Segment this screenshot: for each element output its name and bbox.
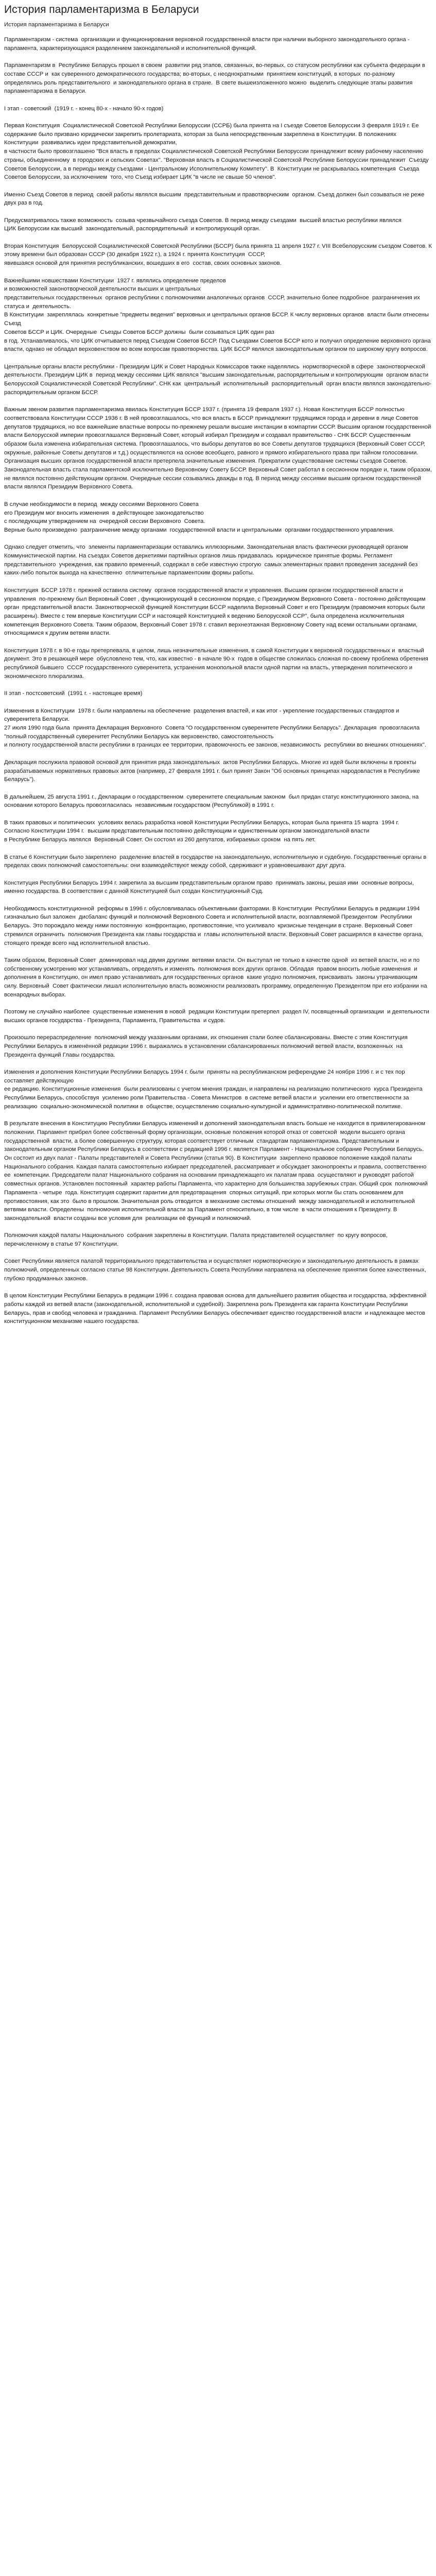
paragraph: Произошло перераспределение полномочий между указанными органами, их отношения стали более сбалансированы. Вместе с этим Конституция Республики Беларусь в изменённой редакции 1996 г. выражались в установлении сбалансированных полномочий ветвей власти, возложенных на Президента функций Главы государства.: [4, 1035, 409, 1058]
article-subtitle: История парламентаризма в Беларуси: [4, 22, 109, 28]
paragraph: В случае необходимости в период между сессиями Верховного Совета его Президиум мог вносить изменения в действующее законодательство с последующим утверждением на очередной сессии Верховного Совета. Верные было произведено разграничение между органами государственной власти и центральными органами государственного управления.: [4, 501, 394, 533]
article-title: История парламентаризма в Беларуси: [4, 4, 199, 15]
paragraph: В таких правовых и политических условиях велась разработка новой Конституции Республики Беларусь, которая была принята 15 марта 1994 г. Согласно Конституции 1994 г. высшим представительным постоянно действующим и единственным органом законодательной власти в Республике Беларусь являлся Верховный Совет. Он состоял из 260 депутатов, избираемых сроком на пять лет.: [4, 819, 399, 843]
paragraph: Парламентаризм в Республике Беларусь прошел в своем развитии ряд этапов, связанных, во-первых, со статусом республики как субъекта федерации в составе СССР и как суверенного демократического государства; во-вторых, с неоднократными принятием конституций, в которых по-разному определялись роль представительного и законодательного органа в стране. В свете вышеизложенного можно выделить следующие этапы развития парламентаризма в Беларуси.: [4, 62, 427, 95]
paragraph: Конституция Республики Беларусь 1994 г. закрепила за высшим представительным органом право принимать законы, решая ими основные вопросы, именно государства. В соответствии с данной Конституцией был создан Конституционный Суд.: [4, 879, 416, 895]
article: [0, 3, 436, 1326]
section-heading: I этап - советский (1919 г. - конец 80-х - начало 90-х годов): [4, 105, 164, 112]
paragraph: Предусматривалось также возможность созыва чрезвычайного съезда Советов. В период между съездами высшей властью республики являлся ЦИК Белоруссии как высший законодательный, распорядительный и контролирующий орган.: [4, 217, 402, 232]
paragraph: Совет Республики является палатой территориального представительства и осуществляет нормотворческую и законодательную деятельность в рамках полномочий, определенных согласно статье 98 Конституции. Деятельность Совета Республики направлена на обеспечение принятия более качественных, глубоко продуманных законов.: [4, 1258, 428, 1282]
article-body: [4, 36, 432, 1326]
paragraph: Таким образом, Верховный Совет доминировал над двумя другими ветвями власти. Он выступал не только в качестве одной из ветвей власти, но и по собственному усмотрению мог устанавливать, определять и изменять полномочия всех других органов. Обладая правом вносить любые изменения и дополнения в Конституцию, он имел право устанавливать для государственных органов какие угодно полномочия, присваивать законы утрачивающим силу. Верховный Совет фактически лишал исполнительную власть возможности реализовать программу, определенную Президентом при его избрании на всенародных выборах.: [4, 957, 429, 998]
paragraph: Конституция БССР 1978 г. прежней оставила систему органов государственной власти и управления. Высшим органом государственной власти и управления по-прежнему был Верховный Совет , функционирующий в сессионном порядке, с Президиумом Верховного Совета - постоянно действующим орган представительной власти. Законотворческой функцией Конституции БССР наделила Верховный Совет и его Президиум (правомочия которых были расширены). Вместе с тем впервые Конституции ССР и настоящей Конституцией к ведению Белорусской ССР", была определена исключительная компетенция Верховного Совета. Таким образом, Верховный Совет 1978 г. ставил верхнеэтажная Верховному Совету над всеми остальными органами, относящимися к другим ветвям власти.: [4, 587, 427, 637]
paragraph: В целом Конституции Республики Беларусь в редакции 1996 г. создана правовая основа для дальнейшего развития общества и государства, эффективной работы каждой из ветвей власти (законодательной, исполнительной и судебной). Закреплена роль Президента как гаранта Конституции Республики Беларусь, прав и свобод человека и гражданина. Парламент Республики Беларусь обеспечивает единство государственной власти и надлежащее местов конституционном механизме нашего государства.: [4, 1293, 428, 1325]
paragraph: В статье 6 Конституции было закреплено разделение властей в государстве на законодательную, исполнительную и судебную. Государственные органы в пределах своих полномочий самостоятельны: они взаимодействуют между собой, сдерживают и уравновешивают друг друга.: [4, 854, 428, 869]
paragraph: Центральные органы власти республики - Президиум ЦИК и Совет Народных Комиссаров также наделялись нормотворческой в сфере законотворческой деятельности. Президиум ЦИК в период между сессиями ЦИК являлся "высшим законодательным, распорядительным и контролирующим органом власти Белорусской Социалистической Советской Республики". СНК как центральный исполнительный распорядительный орган власти являлся законодательно-распорядительным органом БССР.: [4, 363, 432, 396]
paragraph: Вторая Конституция Белорусской Социалистической Советской Республики (БССР) была принята 11 апреля 1927 г. VIII Всебелорусским съездом Советов. К этому времени был образован СССР (30 декабря 1922 г.), а 1924 г. принята Конституция СССР, явившаяся основой для принятия республиканских, вошедших в его состав, своих основных законов.: [4, 243, 432, 267]
paragraph: Важным звеном развития парламентаризма явилась Конституция БССР 1937 г. (принята 19 февраля 1937 г.). Новая Конституция БССР полностью соответствовала Конституции СССР 1936 г. В ней провозглашалось, что вся власть в БССР принадлежит трудящимся города и деревни в лице Советов депутатов трудящихся, но все важнейшие властные вопросы по-прежнему решали высшие инстанции в компартии СССР. Высшим органом государственной власти Белорусской империи провозглашался Верховный Совет, который избирал Президиум и создавал правительство - СНК БССР. Существенным образом была изменена избирательная система. Провозглашалось, что выборы депутатов во все Советы депутатов трудящихся (Верховный Совет СССР, окружные, районные Советы депутатов и т.д.) осуществляются на основе всеобщего, равного и прямого избирательного права при тайном голосовании. Организация высших органов государственной власти претерпела значительные изменения. Прекратили существование системы съездов Советов. Законодательная власть стала парламентской исключительно Верховному Совету БССР. Верховный Совет работал в сессионном порядке и, таким образом, не являлся постоянно действующим органом. Очередные сессии созывались дважды в год. В период между сессиями высшим органом государственной власти являлся Президиум Верховного Совета.: [4, 406, 433, 490]
paragraph: Необходимость конституционной реформы в 1996 г. обусловливалась объективными факторами. В Конституции Республики Беларусь в редакции 1994 г.изначально был заложен дисбаланс функций и полномочий Верховного Совета и исполнительной власти, возглавляемой Президентом Республики Беларусь. Это порождало между ними постоянную конфронтацию, противостояние, что усиливало кризисные тенденции в стране. Верховный Совет стремился ограничить полномочия Президента как главы государства и главы исполнительной власти. Верховный Совет расширялся в качестве органа, стоящего прежде всего над исполнительной властью.: [4, 905, 425, 946]
paragraph: Именно Съезд Советов в период своей работы являлся высшим представительным и правотворческим органом. Съезд должен был созываться не реже двух раз в год.: [4, 191, 426, 207]
paragraph: В дальнейшем, 25 августа 1991 г., Декларации о государственном суверенитете специальным законом был придан статус конституционного закона, на основании которого Беларусь провозгласилась независимым государством (Республикой) в 1991 г.: [4, 793, 421, 809]
paragraph: Изменения и дополнения Конституции Республики Беларусь 1994 г. были приняты на республиканском референдуме 24 ноября 1996 г. и с тех пор составляет действующую ее редакцию. Конституционные изменения были реализованы с учетом мнения граждан, и направлены на реализацию политического курса Президента Республики Беларусь, способствуя усилению роли Правительства - Совета Министров в системе ветвей власти и усилении его ответственности за реализацию социально-экономической политики в обществе, осуществлению социально-культурной и административно-политической политике.: [4, 1069, 423, 1110]
paragraph: Важнейшими новшествами Конституции 1927 г. являлись определение пределов и возможностей законотворческой деятельности высших и центральных представительных государственных органов республики с полномочиями аналогичных органов СССР, значительно более подробное разграничения их статуса и деятельность. В Конституции закреплялась конкретные "предметы ведения" верховных и центральных органов БССР. К числу верховных органов власти были отнесены Съезд Советов БССР и ЦИК. Очередные Съезды Советов БССР должны были созываться ЦИК один раз в год. Устанавливалось, что ЦИК отчитывается перед Съездом Советов БССР. Под Съездами Советов БССР кото и получил определение верховного органа власти, однако не обладал верховенством во всем вопросам правотворчества. ЦИК БССР являлся законодательным органом по широкому кругу вопросов.: [4, 277, 431, 353]
paragraph: В результате внесения в Конституцию Республики Беларусь изменений и дополнений законодательная власть больше не находится в привилегированном положении. Парламент прибрел более собственный форму организации, основные положения которой отказ от советской модели высшего органа государственной власти, а более совершенную структуру, которая соответствует отличным стандартам парламентаризма. Представительным и законодательным органом Республики Беларусь в соответствии с редакцией 1996 г. является Парламент - Национальное собрание Республики Беларусь. Он состоит из двух палат - Палаты представителей и Совета Республики (статья 90). В Конституции закреплено правовое положение каждой палаты Национального собрания. Каждая палата самостоятельно избирает председателей, рассматривает и обсуждает законопроекты и правила, соответственно ее компетенции. Председатели палат Национального собрания на основании принадлежащего их палатам права осуществляют и руководят работой совместных органов. Установлен постоянный характер работы Парламента, что характерно для большинства зарубежных стран. Общий срок полномочий Парламента - четыре года. Конституция содержит гарантии для предотвращения спорных ситуаций, при которых могли бы стать основанием для противостояния, как это было в прошлом. Значительная роль отводится в механизме системы отношений между законодательной и исполнительной ветвями власти. Определены полномочия исполнительной власти за Парламент относительно, в том числе в части отношения к Президенту. В законодательной власти созданы все условия для реализации её функций и полномочий.: [4, 1121, 430, 1222]
section-heading: II этап - постсоветский (1991 г. - настоящее время): [4, 690, 143, 697]
paragraph: Полномочия каждой палаты Национального собрания закреплены в Конституции. Палата представителей осуществляет по кругу вопросов, перечисленному в статье 97 Конституции.: [4, 1232, 389, 1248]
paragraph: Первая Конституция Социалистической Советской Республики Белоруссии (ССРБ) была принята на I съезде Советов Белоруссии 3 февраля 1919 г. Ее содержание было призвано юридически закрепить пролетариата, которая за была непосредственным закреплена в Конституции. В положениях Конституции развивались идеи представительной демократии, в частности было провозглашено "Вся власть в пределах Социалистической Советской Республики Белоруссии принадлежит всему рабочему населению страны, объединенному в городских и сельских Советах". "Верховная власть в Социалистической Советской Республике Белоруссии принадлежит Съезду Советов Белоруссии, а в периоды между съездами - Центральному Исполнительному Комитету". В Конституции не раскрывалась компетенция Съезда Советов Белоруссии, за исключением того, что Съезд избирает ЦИК "в числе не свыше 50 членов".: [4, 122, 429, 181]
paragraph: Парламентаризм - система организации и функционирования верховной государственной власти при наличии выборного законодательного органа - парламента, характеризующаяся разделением законодательной и исполнительной функций.: [4, 37, 411, 52]
paragraph: Конституция 1978 г. в 90-е годы претерпевала, в целом, лишь незначительные изменения, в самой Конституции к верховной государственных и властный документ. Это в решающей мере обусловлено тем, что, как известно - в начале 90-х годов в обществе сложилась сложная по-своему проблема обретения республикой бывшего СССР государственного суверенитета, устранения монопольной власти одной партии на власть, утверждения политического и экономического плюрализма.: [4, 647, 430, 680]
paragraph: Поэтому не случайно наиболее существенные изменения в новой редакции Конституции претерпел раздел IV, посвященный организации и деятельности высших органов государства - Президента, Парламента, Правительства и судов.: [4, 1009, 431, 1024]
paragraph: Однако следует отметить, что элементы парламентаризации оставались иллюзорными. Законодательная власть фактически руководящей органом Коммунистической партии. На съездах Советов деркетиями партийных органов лишь придавалась юридическое принятые формы. Регламент представительного учреждения, как правило временный, содержал в себе известную строгую самых элементарных правил проведения заседаний без каких-либо попыток выхода на качественно отличительные парламентским формы работы.: [4, 544, 420, 577]
paragraph: Изменения в Конституции 1978 г. были направлены на обеспечение разделения властей, и как итог - укрепление государственных стандартов и суверенитета Беларуси. 27 июля 1990 года была принята Декларация Верховного Совета "О государственном суверенитете Республики Беларусь". Декларация провозгласила "полный государственный суверенитет Республики Беларусь как верховенство, самостоятельность и полноту государственной власти республики в границах ее территории, правомочность ее законов, независимость республики во внешних отношениях".: [4, 707, 426, 749]
paragraph: Декларация послужила правовой основой для принятия ряда законодательных актов Республики Беларусь. Многие из идей были включены в проекты разрабатываемых нормативных правовых актов (например, 27 февраля 1991 г. был принят Закон "Об основных принципах народовластия в Республике Беларусь").: [4, 759, 422, 783]
